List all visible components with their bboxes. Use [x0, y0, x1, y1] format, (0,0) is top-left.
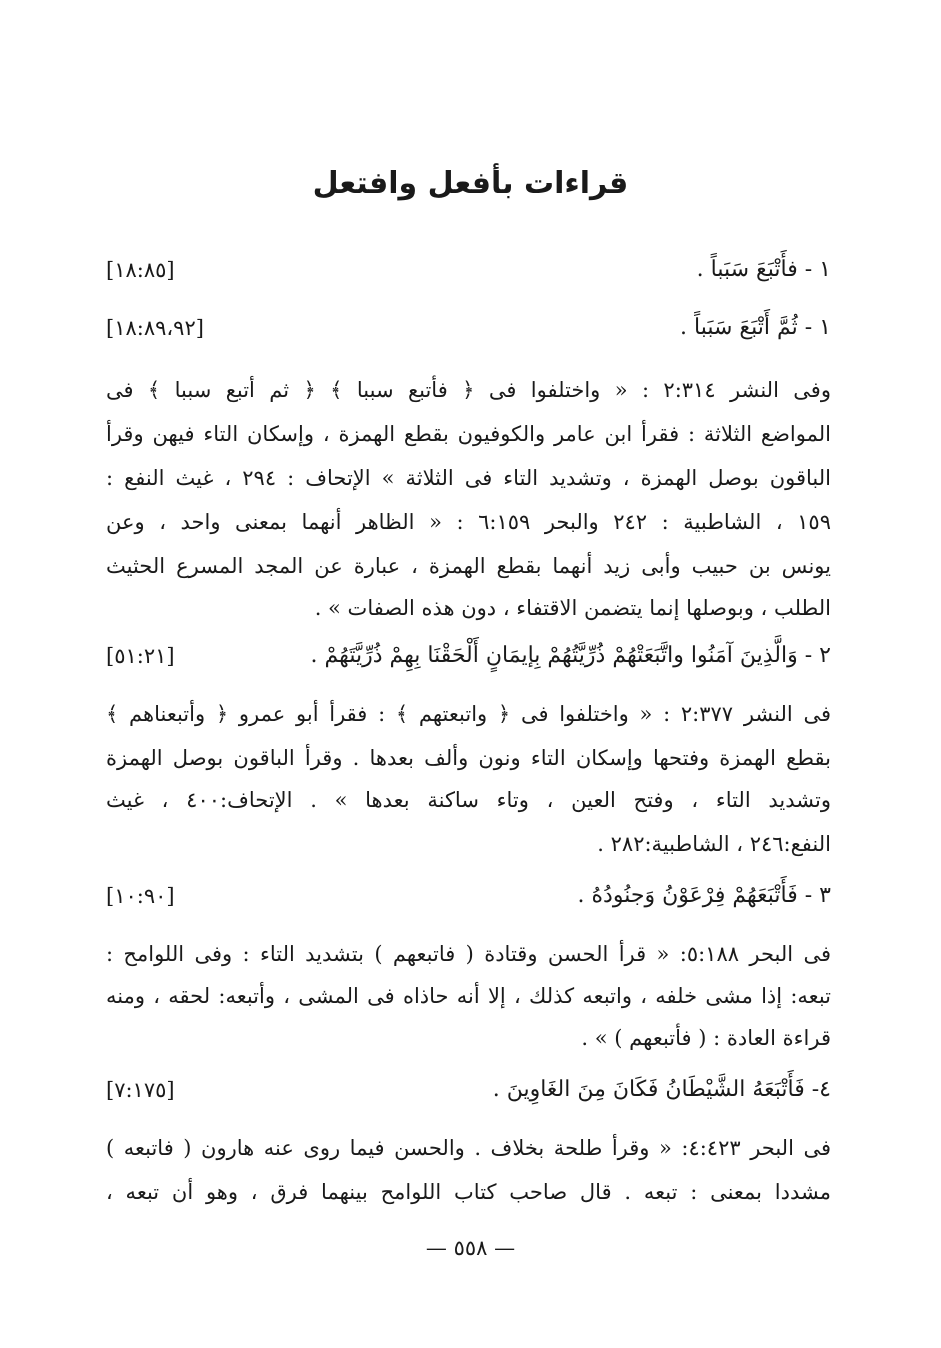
- verse-text: ٣ - فَأَتْبَعَهُمْ فِرْعَوْنُ وَجنُودُهُ .: [577, 883, 831, 908]
- verse-line: [106, 874, 831, 918]
- verse-line: [106, 634, 831, 678]
- verse-reference: [١٨:٨٥]: [106, 258, 175, 282]
- verse-text: ١ - ثُمَّ أَتْبَعَ سَبَباً .: [680, 315, 831, 340]
- verse-reference: [٥١:٢١]: [106, 644, 175, 668]
- paragraph-line: قراءة العادة : ( فأتبعهم ) » .: [581, 1026, 831, 1050]
- paragraph-line: المواضع الثلاثة : فقرأ ابن عامر والكوفيون بقطع الهمزة ، وإسكان التاء فيهن وقرأ: [106, 422, 831, 446]
- verse-line: [106, 306, 831, 350]
- verse-reference: [٧:١٧٥]: [106, 1078, 175, 1102]
- paragraph-line: مشددا بمعنى : تبعه . قال صاحب كتاب اللوامح بينهما فرق ، وهو أن تبعه ،: [106, 1180, 831, 1204]
- verse-reference: [١٨:٨٩،٩٢]: [106, 316, 204, 340]
- verse-text: ٤- فَأَتْبَعَهُ الشَّيْطَانُ فَكَانَ مِنَ الغَاوِينَ .: [492, 1077, 831, 1102]
- page-number: — ٥٥٨ —: [425, 1236, 516, 1260]
- paragraph-line: بقطع الهمزة وفتحها وإسكان التاء ونون وألف بعدها . وقرأ الباقون بوصل الهمزة: [106, 746, 831, 770]
- verse-line: [106, 248, 831, 292]
- paragraph-line: الطلب ، وبوصلها إنما يتضمن الاقتفاء ، دون هذه الصفات » .: [314, 596, 831, 620]
- paragraph-line: تبعه: إذا مشى خلفه ، واتبعه كذلك ، إلا أنه حاذاه فى المشى ، وأتبعه: لحقه ، ومنه: [106, 984, 831, 1008]
- paragraph-line: وفى النشر ٢:٣١٤ : « واختلفوا فى ﴿ فأتبع سببا ﴾ ﴿ ثم أتبع سببا ﴾ فى: [106, 378, 831, 402]
- paragraph-line: فى البحر ٥:١٨٨: « قرأ الحسن وقتادة ( فاتبعهم ) بتشديد التاء : وفى اللوامح :: [106, 942, 831, 966]
- page-title: قراءات بأفعل وافتعل: [312, 166, 629, 201]
- verse-text: ١ - فأَتْبَعَ سَبَباً .: [696, 257, 831, 282]
- paragraph-line: الباقون بوصل الهمزة ، وتشديد التاء فى الثلاثة » الإتحاف : ٢٩٤ ، غيث النفع :: [106, 466, 831, 490]
- paragraph-line: فى النشر ٢:٣٧٧ : « واختلفوا فى ﴿ واتبعتهم ﴾ : فقرأ أبو عمرو ﴿ وأتبعناهم ﴾: [106, 702, 831, 726]
- paragraph-line: النفع:٢٤٦ ، الشاطبية:٢٨٢ .: [597, 832, 831, 856]
- paragraph-line: وتشديد التاء ، وفتح العين ، وتاء ساكنة بعدها » . الإتحاف:٤٠٠ ، غيث: [106, 788, 831, 812]
- verse-text: ٢ - وَالَّذِينَ آمَنُوا واتَّبَعَتْهُمْ ذُرِّيَّتُهُمْ بِإيمَانٍ أَلْحَقْنَا بِهِمْ ذُرِّيَّتَهُمْ .: [310, 643, 831, 668]
- verse-reference: [١٠:٩٠]: [106, 884, 175, 908]
- paragraph-line: ١٥٩ ، الشاطبية : ٢٤٢ والبحر ٦:١٥٩ : « الظاهر أنهما بمعنى واحد ، وعن: [106, 510, 831, 534]
- paragraph-line: يونس بن حبيب وأبى زيد أنهما بقطع الهمزة ، عبارة عن المجد المسرع الحثيث: [106, 554, 831, 578]
- verse-line: [106, 1068, 831, 1112]
- paragraph-line: فى البحر ٤:٤٢٣: « وقرأ طلحة بخلاف . والحسن فيما روى عنه هارون ( فاتبعه ): [106, 1136, 831, 1160]
